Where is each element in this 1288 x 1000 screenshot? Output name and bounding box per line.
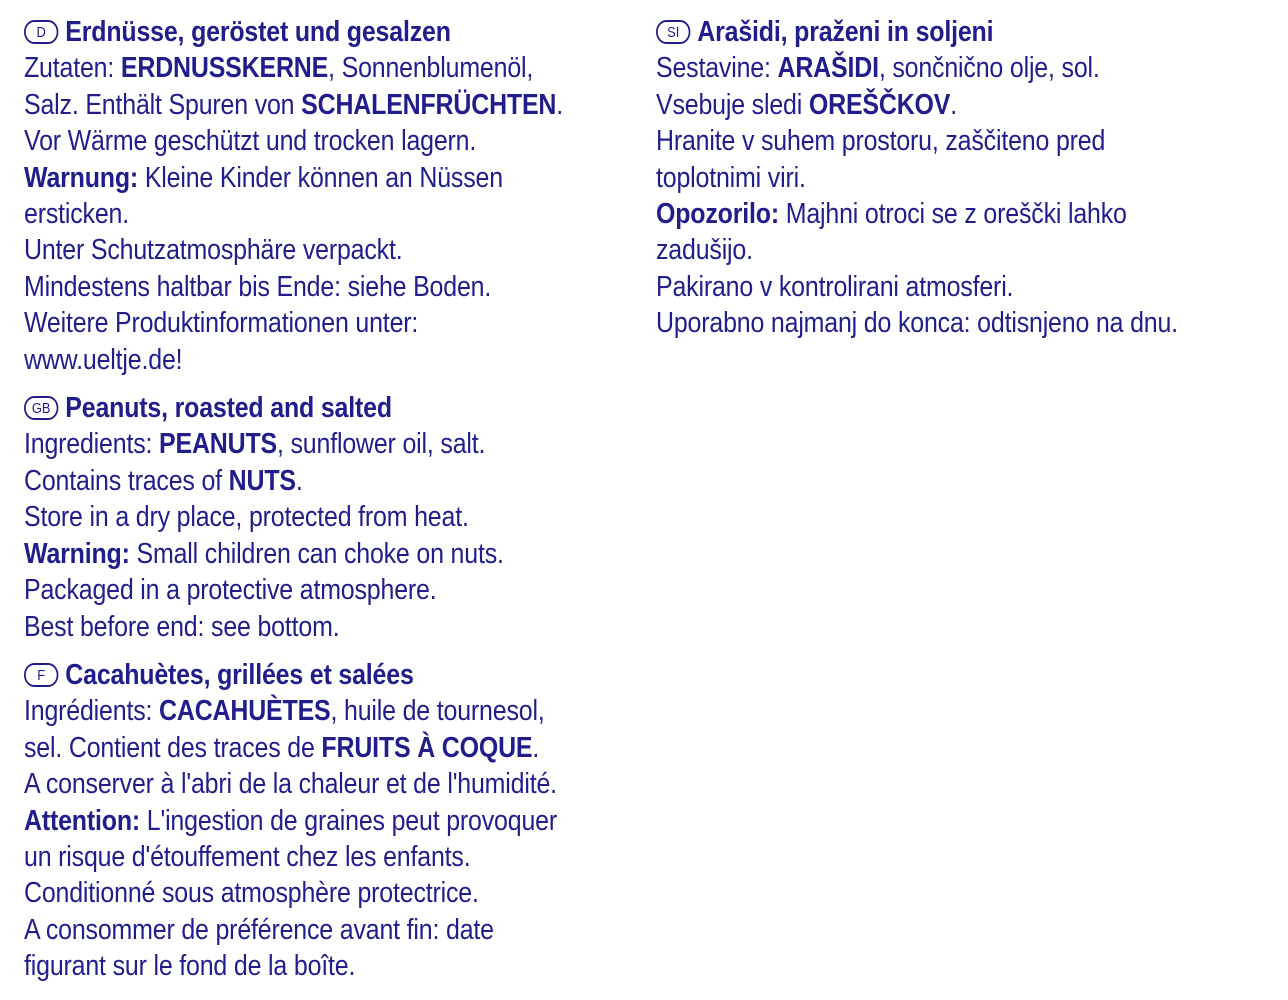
german-title: Erdnüsse, geröstet und gesalzen [65,16,451,48]
allergen-peanut-de: ERDNUSSKERNE [120,52,329,85]
french-title: Cacahuètes, grillées et salées [65,658,414,691]
german-warning-line-1: Warnung: Kleine Kinder können an Nüssen [24,161,503,194]
german-title-row [24,14,557,50]
country-badge-de: D [24,20,58,44]
german-storage: Vor Wärme geschützt und trocken lagern. [24,125,477,158]
allergen-nuts-de: SCHALENFRÜCHTEN [301,88,557,121]
slovenian-traces: Vsebuje sledi OREŠČKOV. [656,88,957,121]
german-ingredients-line-1: Zutaten: ERDNUSSKERNE, Sonnenblumenöl, [24,52,534,85]
french-ingredients-line-1: Ingrédients: CACAHUÈTES, huile de tournesol, [24,695,545,728]
slovenian-packaging: Pakirano v kontrolirani atmosferi. [656,270,1014,303]
allergen-peanut-si: ARAŠIDI [777,52,879,85]
german-best-before: Mindestens haltbar bis Ende: siehe Boden. [24,270,492,303]
english-storage: Store in a dry place, protected from heat. [24,501,469,534]
german-warning-line-2: ersticken. [24,198,130,231]
slovenian-warning-label: Opozorilo: [656,198,779,231]
right-column [656,14,1281,354]
french-storage: A conserver à l'abri de la chaleur et de l'humidité. [24,768,557,801]
french-warning-line-1: Attention: L'ingestion de graines peut provoquer [24,804,557,837]
section-german [24,14,644,378]
french-warning-line-2: un risque d'étouffement chez les enfants. [24,840,471,873]
country-badge-si: SI [656,20,690,44]
english-traces: Contains traces of NUTS. [24,464,303,497]
country-badge-f: F [24,663,58,687]
english-best-before: Best before end: see bottom. [24,610,340,643]
slovenian-warning-line-2: zadušijo. [656,234,753,267]
german-website: www.ueltje.de! [24,343,183,376]
german-warning-label: Warnung: [24,161,139,194]
french-packaging: Conditionné sous atmosphère protectrice. [24,877,479,910]
country-badge-gb: GB [24,396,58,420]
french-title-row [24,657,557,693]
slovenian-ingredients: Sestavine: ARAŠIDI, sončnično olje, sol. [656,52,1100,85]
german-more-info: Weitere Produktinformationen unter: [24,307,419,340]
english-title: Peanuts, roasted and salted [65,392,392,425]
left-column [24,14,644,997]
french-warning-label: Attention: [24,804,141,837]
section-slovenian [656,14,1281,342]
slovenian-storage-line-2: toplotnimi viri. [656,161,806,194]
slovenian-warning-line-1: Opozorilo: Majhni otroci se z oreščki lahko [656,198,1127,231]
allergen-peanut-fr: CACAHUÈTES [159,695,331,728]
allergen-nuts-si: OREŠČKOV [808,88,951,121]
english-warning: Warning: Small children can choke on nuts. [24,537,504,570]
slovenian-title: Arašidi, praženi in soljeni [697,16,994,48]
section-french [24,657,644,985]
slovenian-storage-line-1: Hranite v suhem prostoru, zaščiteno pred [656,125,1106,158]
english-ingredients: Ingredients: PEANUTS, sunflower oil, salt. [24,428,486,461]
french-best-before-line-1: A consommer de préférence avant fin: date [24,913,494,946]
english-packaging: Packaged in a protective atmosphere. [24,574,437,607]
section-english [24,390,644,645]
slovenian-title-row [656,14,1194,50]
english-title-row [24,390,557,426]
french-ingredients-line-2: sel. Contient des traces de FRUITS À COQUE. [24,731,540,764]
slovenian-best-before: Uporabno najmanj do konca: odtisnjeno na dnu. [656,307,1178,340]
allergen-peanut-gb: PEANUTS [159,428,277,461]
english-warning-label: Warning: [24,537,130,570]
allergen-nuts-gb: NUTS [228,464,296,497]
allergen-nuts-fr: FRUITS À COQUE [321,731,533,764]
german-ingredients-line-2: Salz. Enthält Spuren von SCHALENFRÜCHTEN. [24,88,564,121]
french-best-before-line-2: figurant sur le fond de la boîte. [24,950,356,983]
german-packaging: Unter Schutzatmosphäre verpackt. [24,234,403,267]
